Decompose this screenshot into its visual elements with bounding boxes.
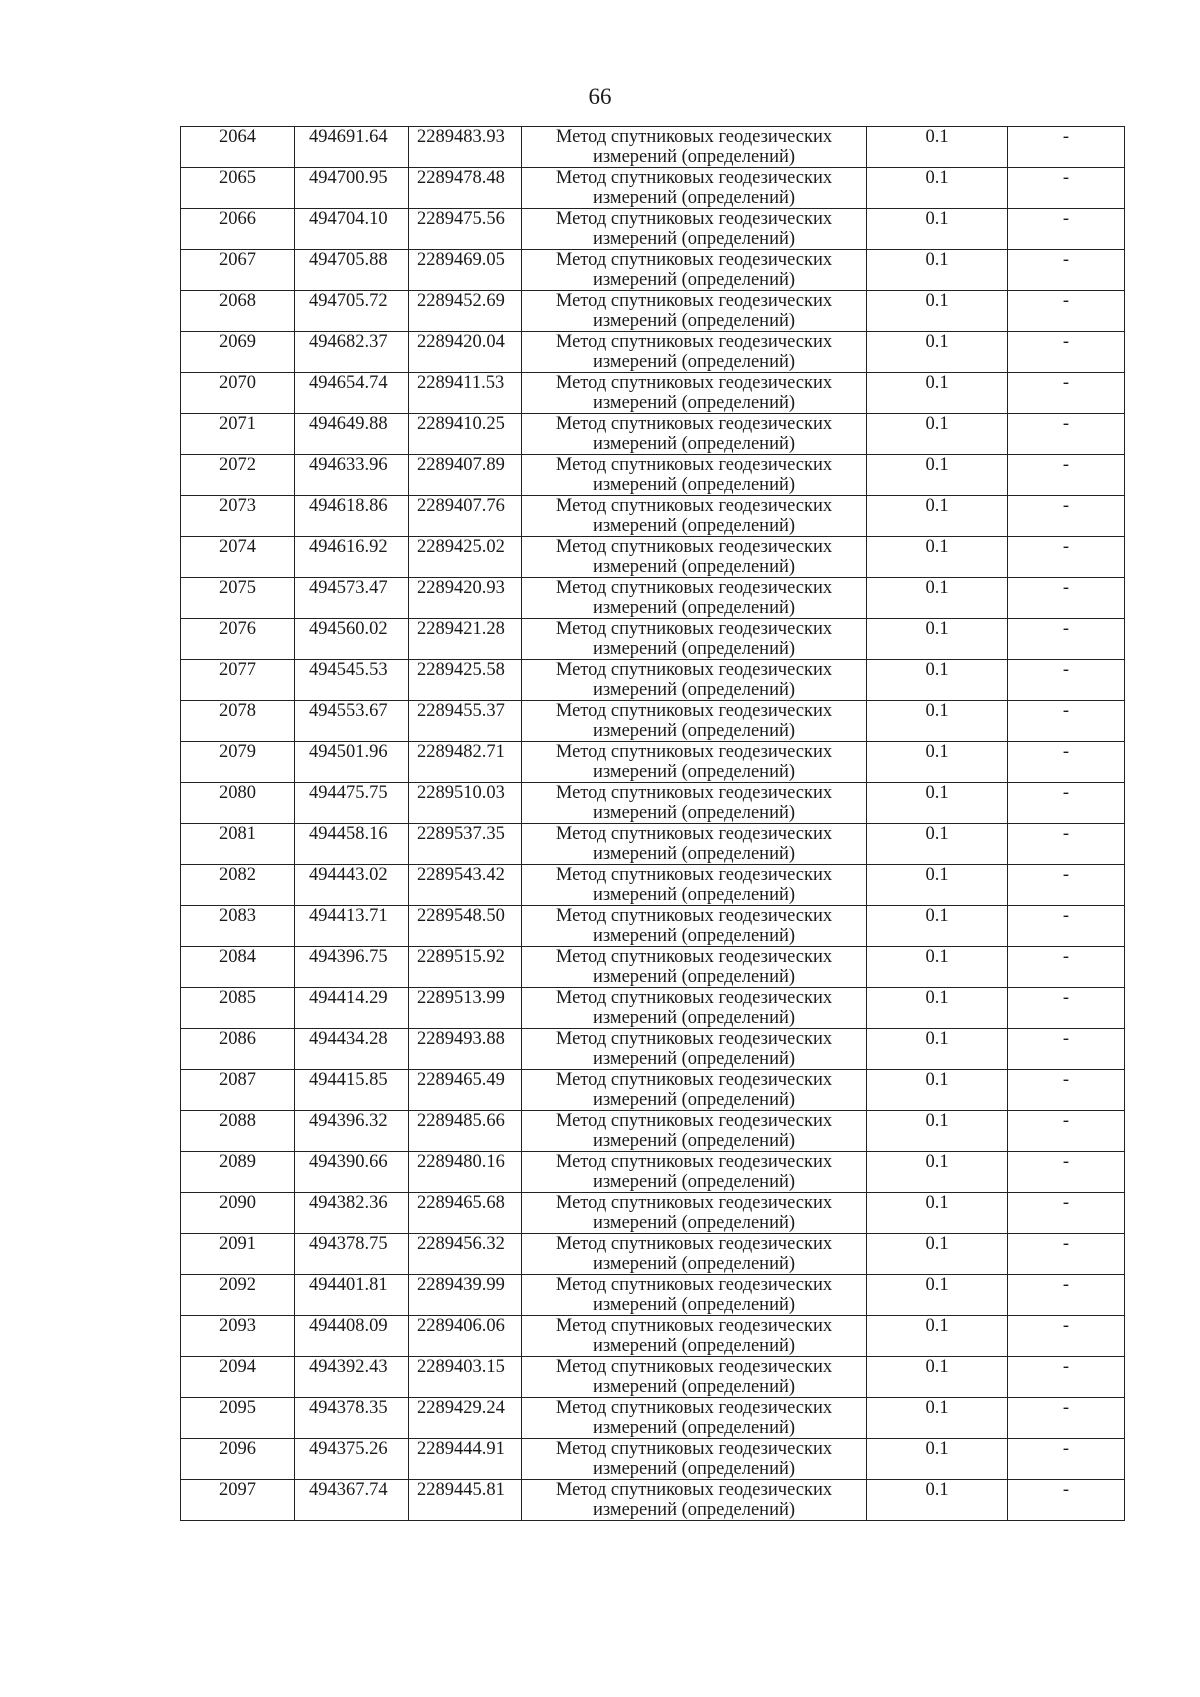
point-number-cell: 2072 <box>181 455 295 496</box>
x-coordinate-cell: 494705.72 <box>295 291 409 332</box>
x-coordinate-cell: 494475.75 <box>295 783 409 824</box>
accuracy-cell: 0.1 <box>867 1234 1008 1275</box>
note-cell: - <box>1008 1111 1125 1152</box>
accuracy-cell: 0.1 <box>867 373 1008 414</box>
point-number-cell: 2084 <box>181 947 295 988</box>
x-coordinate-cell: 494413.71 <box>295 906 409 947</box>
accuracy-cell: 0.1 <box>867 332 1008 373</box>
y-coordinate-cell: 2289543.42 <box>409 865 522 906</box>
note-cell: - <box>1008 865 1125 906</box>
point-number-cell: 2066 <box>181 209 295 250</box>
x-coordinate-cell: 494415.85 <box>295 1070 409 1111</box>
method-cell: Метод спутниковых геодезических измерений (определений) <box>522 373 867 414</box>
y-coordinate-cell: 2289510.03 <box>409 783 522 824</box>
page-number: 66 <box>588 84 612 109</box>
point-number-cell: 2074 <box>181 537 295 578</box>
note-cell: - <box>1008 1070 1125 1111</box>
table-row <box>181 250 1125 291</box>
method-cell: Метод спутниковых геодезических измерений (определений) <box>522 496 867 537</box>
method-cell: Метод спутниковых геодезических измерений (определений) <box>522 250 867 291</box>
x-coordinate-cell: 494392.43 <box>295 1357 409 1398</box>
accuracy-cell: 0.1 <box>867 1398 1008 1439</box>
point-number-cell: 2086 <box>181 1029 295 1070</box>
table-row <box>181 1193 1125 1234</box>
method-cell: Метод спутниковых геодезических измерений (определений) <box>522 209 867 250</box>
table-row <box>181 906 1125 947</box>
note-cell: - <box>1008 496 1125 537</box>
table-row <box>181 332 1125 373</box>
accuracy-cell: 0.1 <box>867 865 1008 906</box>
table-row <box>181 209 1125 250</box>
note-cell: - <box>1008 742 1125 783</box>
coordinates-table-body <box>181 127 1125 1521</box>
x-coordinate-cell: 494378.75 <box>295 1234 409 1275</box>
table-row <box>181 988 1125 1029</box>
table-row <box>181 1234 1125 1275</box>
table-row <box>181 127 1125 168</box>
method-cell: Метод спутниковых геодезических измерений (определений) <box>522 701 867 742</box>
point-number-cell: 2094 <box>181 1357 295 1398</box>
method-cell: Метод спутниковых геодезических измерений (определений) <box>522 1029 867 1070</box>
method-cell: Метод спутниковых геодезических измерений (определений) <box>522 291 867 332</box>
y-coordinate-cell: 2289469.05 <box>409 250 522 291</box>
x-coordinate-cell: 494705.88 <box>295 250 409 291</box>
y-coordinate-cell: 2289482.71 <box>409 742 522 783</box>
method-cell: Метод спутниковых геодезических измерений (определений) <box>522 1316 867 1357</box>
point-number-cell: 2089 <box>181 1152 295 1193</box>
point-number-cell: 2069 <box>181 332 295 373</box>
y-coordinate-cell: 2289475.56 <box>409 209 522 250</box>
point-number-cell: 2073 <box>181 496 295 537</box>
note-cell: - <box>1008 1152 1125 1193</box>
y-coordinate-cell: 2289537.35 <box>409 824 522 865</box>
x-coordinate-cell: 494408.09 <box>295 1316 409 1357</box>
table-row <box>181 742 1125 783</box>
note-cell: - <box>1008 824 1125 865</box>
table-row <box>181 1070 1125 1111</box>
accuracy-cell: 0.1 <box>867 1480 1008 1521</box>
y-coordinate-cell: 2289483.93 <box>409 127 522 168</box>
accuracy-cell: 0.1 <box>867 127 1008 168</box>
table-row <box>181 537 1125 578</box>
note-cell: - <box>1008 414 1125 455</box>
y-coordinate-cell: 2289465.49 <box>409 1070 522 1111</box>
x-coordinate-cell: 494396.75 <box>295 947 409 988</box>
x-coordinate-cell: 494414.29 <box>295 988 409 1029</box>
y-coordinate-cell: 2289485.66 <box>409 1111 522 1152</box>
table-row <box>181 660 1125 701</box>
method-cell: Метод спутниковых геодезических измерений (определений) <box>522 537 867 578</box>
coordinates-table <box>180 126 1125 1521</box>
method-cell: Метод спутниковых геодезических измерений (определений) <box>522 1275 867 1316</box>
method-cell: Метод спутниковых геодезических измерений (определений) <box>522 127 867 168</box>
method-cell: Метод спутниковых геодезических измерений (определений) <box>522 455 867 496</box>
accuracy-cell: 0.1 <box>867 1193 1008 1234</box>
accuracy-cell: 0.1 <box>867 1111 1008 1152</box>
note-cell: - <box>1008 906 1125 947</box>
y-coordinate-cell: 2289548.50 <box>409 906 522 947</box>
note-cell: - <box>1008 1193 1125 1234</box>
note-cell: - <box>1008 1275 1125 1316</box>
point-number-cell: 2096 <box>181 1439 295 1480</box>
x-coordinate-cell: 494545.53 <box>295 660 409 701</box>
accuracy-cell: 0.1 <box>867 168 1008 209</box>
method-cell: Метод спутниковых геодезических измерений (определений) <box>522 906 867 947</box>
accuracy-cell: 0.1 <box>867 660 1008 701</box>
table-row <box>181 701 1125 742</box>
method-cell: Метод спутниковых геодезических измерений (определений) <box>522 1152 867 1193</box>
table-row <box>181 824 1125 865</box>
y-coordinate-cell: 2289407.89 <box>409 455 522 496</box>
y-coordinate-cell: 2289513.99 <box>409 988 522 1029</box>
method-cell: Метод спутниковых геодезических измерений (определений) <box>522 660 867 701</box>
x-coordinate-cell: 494682.37 <box>295 332 409 373</box>
x-coordinate-cell: 494553.67 <box>295 701 409 742</box>
point-number-cell: 2082 <box>181 865 295 906</box>
note-cell: - <box>1008 783 1125 824</box>
y-coordinate-cell: 2289425.02 <box>409 537 522 578</box>
x-coordinate-cell: 494700.95 <box>295 168 409 209</box>
note-cell: - <box>1008 1357 1125 1398</box>
y-coordinate-cell: 2289403.15 <box>409 1357 522 1398</box>
point-number-cell: 2087 <box>181 1070 295 1111</box>
table-row <box>181 1029 1125 1070</box>
y-coordinate-cell: 2289452.69 <box>409 291 522 332</box>
method-cell: Метод спутниковых геодезических измерений (определений) <box>522 783 867 824</box>
note-cell: - <box>1008 988 1125 1029</box>
table-row <box>181 865 1125 906</box>
y-coordinate-cell: 2289465.68 <box>409 1193 522 1234</box>
note-cell: - <box>1008 1398 1125 1439</box>
method-cell: Метод спутниковых геодезических измерений (определений) <box>522 619 867 660</box>
point-number-cell: 2077 <box>181 660 295 701</box>
x-coordinate-cell: 494458.16 <box>295 824 409 865</box>
note-cell: - <box>1008 947 1125 988</box>
y-coordinate-cell: 2289480.16 <box>409 1152 522 1193</box>
note-cell: - <box>1008 250 1125 291</box>
x-coordinate-cell: 494375.26 <box>295 1439 409 1480</box>
x-coordinate-cell: 494633.96 <box>295 455 409 496</box>
table-row <box>181 1480 1125 1521</box>
accuracy-cell: 0.1 <box>867 824 1008 865</box>
x-coordinate-cell: 494443.02 <box>295 865 409 906</box>
note-cell: - <box>1008 537 1125 578</box>
point-number-cell: 2088 <box>181 1111 295 1152</box>
y-coordinate-cell: 2289444.91 <box>409 1439 522 1480</box>
note-cell: - <box>1008 660 1125 701</box>
point-number-cell: 2071 <box>181 414 295 455</box>
note-cell: - <box>1008 209 1125 250</box>
x-coordinate-cell: 494390.66 <box>295 1152 409 1193</box>
point-number-cell: 2078 <box>181 701 295 742</box>
accuracy-cell: 0.1 <box>867 742 1008 783</box>
point-number-cell: 2075 <box>181 578 295 619</box>
point-number-cell: 2067 <box>181 250 295 291</box>
method-cell: Метод спутниковых геодезических измерений (определений) <box>522 1111 867 1152</box>
y-coordinate-cell: 2289455.37 <box>409 701 522 742</box>
accuracy-cell: 0.1 <box>867 291 1008 332</box>
y-coordinate-cell: 2289410.25 <box>409 414 522 455</box>
note-cell: - <box>1008 291 1125 332</box>
table-row <box>181 414 1125 455</box>
x-coordinate-cell: 494691.64 <box>295 127 409 168</box>
accuracy-cell: 0.1 <box>867 578 1008 619</box>
note-cell: - <box>1008 1480 1125 1521</box>
method-cell: Метод спутниковых геодезических измерений (определений) <box>522 1480 867 1521</box>
method-cell: Метод спутниковых геодезических измерений (определений) <box>522 414 867 455</box>
note-cell: - <box>1008 373 1125 414</box>
table-row <box>181 619 1125 660</box>
x-coordinate-cell: 494704.10 <box>295 209 409 250</box>
x-coordinate-cell: 494654.74 <box>295 373 409 414</box>
point-number-cell: 2076 <box>181 619 295 660</box>
note-cell: - <box>1008 168 1125 209</box>
method-cell: Метод спутниковых геодезических измерений (определений) <box>522 947 867 988</box>
method-cell: Метод спутниковых геодезических измерений (определений) <box>522 742 867 783</box>
y-coordinate-cell: 2289425.58 <box>409 660 522 701</box>
method-cell: Метод спутниковых геодезических измерений (определений) <box>522 1070 867 1111</box>
y-coordinate-cell: 2289421.28 <box>409 619 522 660</box>
point-number-cell: 2064 <box>181 127 295 168</box>
method-cell: Метод спутниковых геодезических измерений (определений) <box>522 1234 867 1275</box>
accuracy-cell: 0.1 <box>867 1152 1008 1193</box>
x-coordinate-cell: 494501.96 <box>295 742 409 783</box>
y-coordinate-cell: 2289515.92 <box>409 947 522 988</box>
method-cell: Метод спутниковых геодезических измерений (определений) <box>522 1398 867 1439</box>
method-cell: Метод спутниковых геодезических измерений (определений) <box>522 824 867 865</box>
table-row <box>181 168 1125 209</box>
accuracy-cell: 0.1 <box>867 1439 1008 1480</box>
x-coordinate-cell: 494618.86 <box>295 496 409 537</box>
method-cell: Метод спутниковых геодезических измерений (определений) <box>522 1439 867 1480</box>
accuracy-cell: 0.1 <box>867 455 1008 496</box>
point-number-cell: 2070 <box>181 373 295 414</box>
accuracy-cell: 0.1 <box>867 947 1008 988</box>
accuracy-cell: 0.1 <box>867 537 1008 578</box>
point-number-cell: 2092 <box>181 1275 295 1316</box>
y-coordinate-cell: 2289439.99 <box>409 1275 522 1316</box>
y-coordinate-cell: 2289407.76 <box>409 496 522 537</box>
note-cell: - <box>1008 1316 1125 1357</box>
accuracy-cell: 0.1 <box>867 701 1008 742</box>
point-number-cell: 2085 <box>181 988 295 1029</box>
accuracy-cell: 0.1 <box>867 1070 1008 1111</box>
accuracy-cell: 0.1 <box>867 1357 1008 1398</box>
method-cell: Метод спутниковых геодезических измерений (определений) <box>522 168 867 209</box>
x-coordinate-cell: 494367.74 <box>295 1480 409 1521</box>
table-row <box>181 291 1125 332</box>
note-cell: - <box>1008 619 1125 660</box>
accuracy-cell: 0.1 <box>867 250 1008 291</box>
table-row <box>181 1398 1125 1439</box>
table-row <box>181 455 1125 496</box>
x-coordinate-cell: 494401.81 <box>295 1275 409 1316</box>
method-cell: Метод спутниковых геодезических измерений (определений) <box>522 1357 867 1398</box>
point-number-cell: 2065 <box>181 168 295 209</box>
point-number-cell: 2083 <box>181 906 295 947</box>
x-coordinate-cell: 494616.92 <box>295 537 409 578</box>
method-cell: Метод спутниковых геодезических измерений (определений) <box>522 1193 867 1234</box>
accuracy-cell: 0.1 <box>867 1316 1008 1357</box>
note-cell: - <box>1008 1029 1125 1070</box>
point-number-cell: 2080 <box>181 783 295 824</box>
table-row <box>181 1275 1125 1316</box>
accuracy-cell: 0.1 <box>867 209 1008 250</box>
table-row <box>181 1439 1125 1480</box>
accuracy-cell: 0.1 <box>867 1029 1008 1070</box>
accuracy-cell: 0.1 <box>867 414 1008 455</box>
accuracy-cell: 0.1 <box>867 906 1008 947</box>
y-coordinate-cell: 2289456.32 <box>409 1234 522 1275</box>
point-number-cell: 2093 <box>181 1316 295 1357</box>
accuracy-cell: 0.1 <box>867 1275 1008 1316</box>
point-number-cell: 2097 <box>181 1480 295 1521</box>
x-coordinate-cell: 494560.02 <box>295 619 409 660</box>
table-row <box>181 1111 1125 1152</box>
note-cell: - <box>1008 1234 1125 1275</box>
method-cell: Метод спутниковых геодезических измерений (определений) <box>522 332 867 373</box>
note-cell: - <box>1008 701 1125 742</box>
note-cell: - <box>1008 1439 1125 1480</box>
y-coordinate-cell: 2289406.06 <box>409 1316 522 1357</box>
point-number-cell: 2081 <box>181 824 295 865</box>
method-cell: Метод спутниковых геодезических измерений (определений) <box>522 578 867 619</box>
table-row <box>181 1152 1125 1193</box>
table-row <box>181 1357 1125 1398</box>
y-coordinate-cell: 2289493.88 <box>409 1029 522 1070</box>
y-coordinate-cell: 2289420.04 <box>409 332 522 373</box>
y-coordinate-cell: 2289478.48 <box>409 168 522 209</box>
x-coordinate-cell: 494378.35 <box>295 1398 409 1439</box>
accuracy-cell: 0.1 <box>867 783 1008 824</box>
x-coordinate-cell: 494396.32 <box>295 1111 409 1152</box>
table-row <box>181 373 1125 414</box>
point-number-cell: 2091 <box>181 1234 295 1275</box>
note-cell: - <box>1008 455 1125 496</box>
note-cell: - <box>1008 578 1125 619</box>
table-row <box>181 783 1125 824</box>
point-number-cell: 2095 <box>181 1398 295 1439</box>
table-row <box>181 947 1125 988</box>
y-coordinate-cell: 2289445.81 <box>409 1480 522 1521</box>
table-row <box>181 496 1125 537</box>
point-number-cell: 2079 <box>181 742 295 783</box>
x-coordinate-cell: 494382.36 <box>295 1193 409 1234</box>
accuracy-cell: 0.1 <box>867 496 1008 537</box>
method-cell: Метод спутниковых геодезических измерений (определений) <box>522 988 867 1029</box>
point-number-cell: 2090 <box>181 1193 295 1234</box>
accuracy-cell: 0.1 <box>867 619 1008 660</box>
table-row <box>181 1316 1125 1357</box>
accuracy-cell: 0.1 <box>867 988 1008 1029</box>
method-cell: Метод спутниковых геодезических измерений (определений) <box>522 865 867 906</box>
table-row <box>181 578 1125 619</box>
y-coordinate-cell: 2289420.93 <box>409 578 522 619</box>
y-coordinate-cell: 2289429.24 <box>409 1398 522 1439</box>
x-coordinate-cell: 494573.47 <box>295 578 409 619</box>
x-coordinate-cell: 494434.28 <box>295 1029 409 1070</box>
note-cell: - <box>1008 127 1125 168</box>
y-coordinate-cell: 2289411.53 <box>409 373 522 414</box>
x-coordinate-cell: 494649.88 <box>295 414 409 455</box>
point-number-cell: 2068 <box>181 291 295 332</box>
note-cell: - <box>1008 332 1125 373</box>
